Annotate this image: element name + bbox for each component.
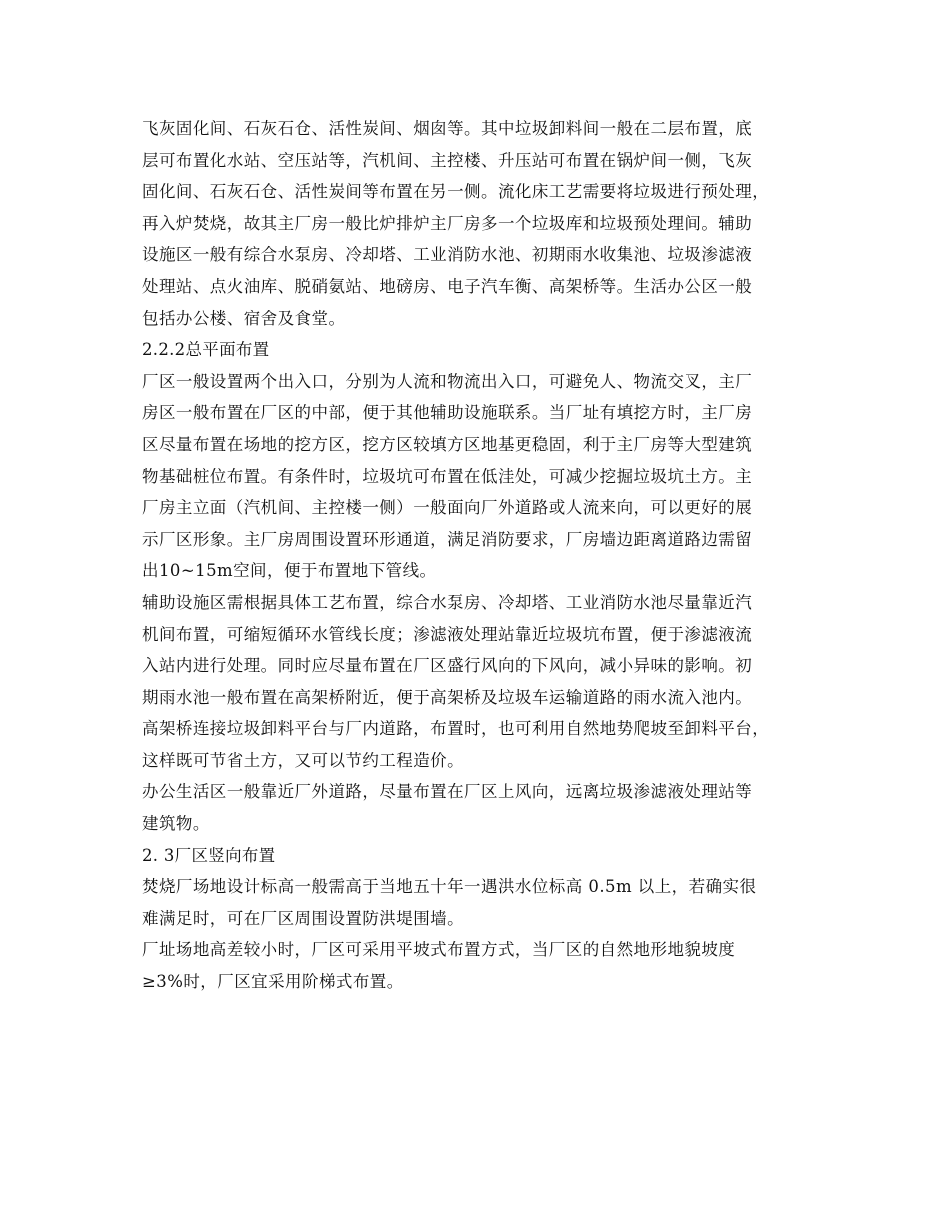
paragraph-site-layout [142, 366, 826, 587]
text-line: 厂址场地高差较小时，厂区可采用平坡式布置方式，当厂区的自然地形地貌坡度 [142, 940, 736, 960]
text-line: 入站内进行处理。同时应尽量布置在厂区盛行风向的下风向，减小异味的影响。初 [142, 656, 753, 676]
text-line: 物基础桩位布置。有条件时，垃圾坑可布置在低洼处，可减少挖掘垃圾坑土方。主 [142, 466, 753, 486]
text-line: 这样既可节省土方，又可以节约工程造价。 [142, 750, 465, 770]
paragraph-auxiliary-facilities [142, 587, 826, 777]
text-line: 设施区一般有综合水泵房、冷却塔、工业消防水池、初期雨水收集池、垃圾渗滤液 [142, 245, 753, 265]
section-heading-2-3: 2. 3厂区竖向布置 [142, 845, 276, 865]
text-line: 飞灰固化间、石灰石仓、活性炭间、烟囱等。其中垃圾卸料间一般在二层布置，底 [142, 119, 753, 138]
text-line: 难满足时，可在厂区周围设置防洪堤围墙。 [142, 908, 465, 928]
text-line: 层可布置化水站、空压站等，汽机间、主控楼、升压站可布置在锅炉间一侧，飞灰 [142, 150, 753, 170]
text-line: 焚烧厂场地设计标高一般需高于当地五十年一遇洪水位标高 0.5m 以上，若确实很 [142, 877, 757, 897]
paragraph-flood-elevation [142, 871, 826, 934]
text-line: 出10~15m空间，便于布置地下管线。 [142, 561, 437, 581]
text-line: 高架桥连接垃圾卸料平台与厂内道路，布置时，也可利用自然地势爬坡至卸料平台， [142, 719, 770, 739]
text-line: 固化间、石灰石仓、活性炭间等布置在另一侧。流化床工艺需要将垃圾进行预处理， [142, 182, 770, 202]
paragraph-office-area [142, 776, 826, 839]
paragraph-slope-layout [142, 934, 826, 997]
text-line: ≥3%时，厂区宜采用阶梯式布置。 [142, 972, 404, 992]
text-line: 处理站、点火油库、脱硝氨站、地磅房、电子汽车衡、高架桥等。生活办公区一般 [142, 276, 753, 296]
text-line: 包括办公楼、宿舍及食堂。 [142, 308, 346, 328]
text-line: 机间布置，可缩短循环水管线长度；渗滤液处理站靠近垃圾坑布置，便于渗滤液流 [142, 624, 753, 644]
text-line: 办公生活区一般靠近厂外道路，尽量布置在厂区上风向，远离垃圾渗滤液处理站等 [142, 782, 753, 802]
text-line: 再入炉焚烧，故其主厂房一般比炉排炉主厂房多一个垃圾库和垃圾预处理间。辅助 [142, 213, 753, 233]
paragraph-intro [142, 113, 826, 334]
document-body [142, 113, 826, 998]
text-line: 示厂区形象。主厂房周围设置环形通道，满足消防要求，厂房墙边距离道路边需留 [142, 529, 753, 549]
text-line: 区尽量布置在场地的挖方区，挖方区较填方区地基更稳固，利于主厂房等大型建筑 [142, 434, 753, 454]
text-line: 房区一般布置在厂区的中部，便于其他辅助设施联系。当厂址有填挖方时，主厂房 [142, 403, 753, 423]
text-line: 建筑物。 [142, 814, 210, 834]
text-line: 厂区一般设置两个出入口，分别为人流和物流出入口，可避免人、物流交叉，主厂 [142, 371, 753, 391]
section-heading-2-2-2: 2.2.2总平面布置 [142, 340, 270, 360]
text-line: 辅助设施区需根据具体工艺布置，综合水泵房、冷却塔、工业消防水池尽量靠近汽 [142, 592, 753, 612]
text-line: 厂房主立面（汽机间、主控楼一侧）一般面向厂外道路或人流来向，可以更好的展 [142, 498, 753, 518]
text-line: 期雨水池一般布置在高架桥附近，便于高架桥及垃圾车运输道路的雨水流入池内。 [142, 687, 753, 707]
